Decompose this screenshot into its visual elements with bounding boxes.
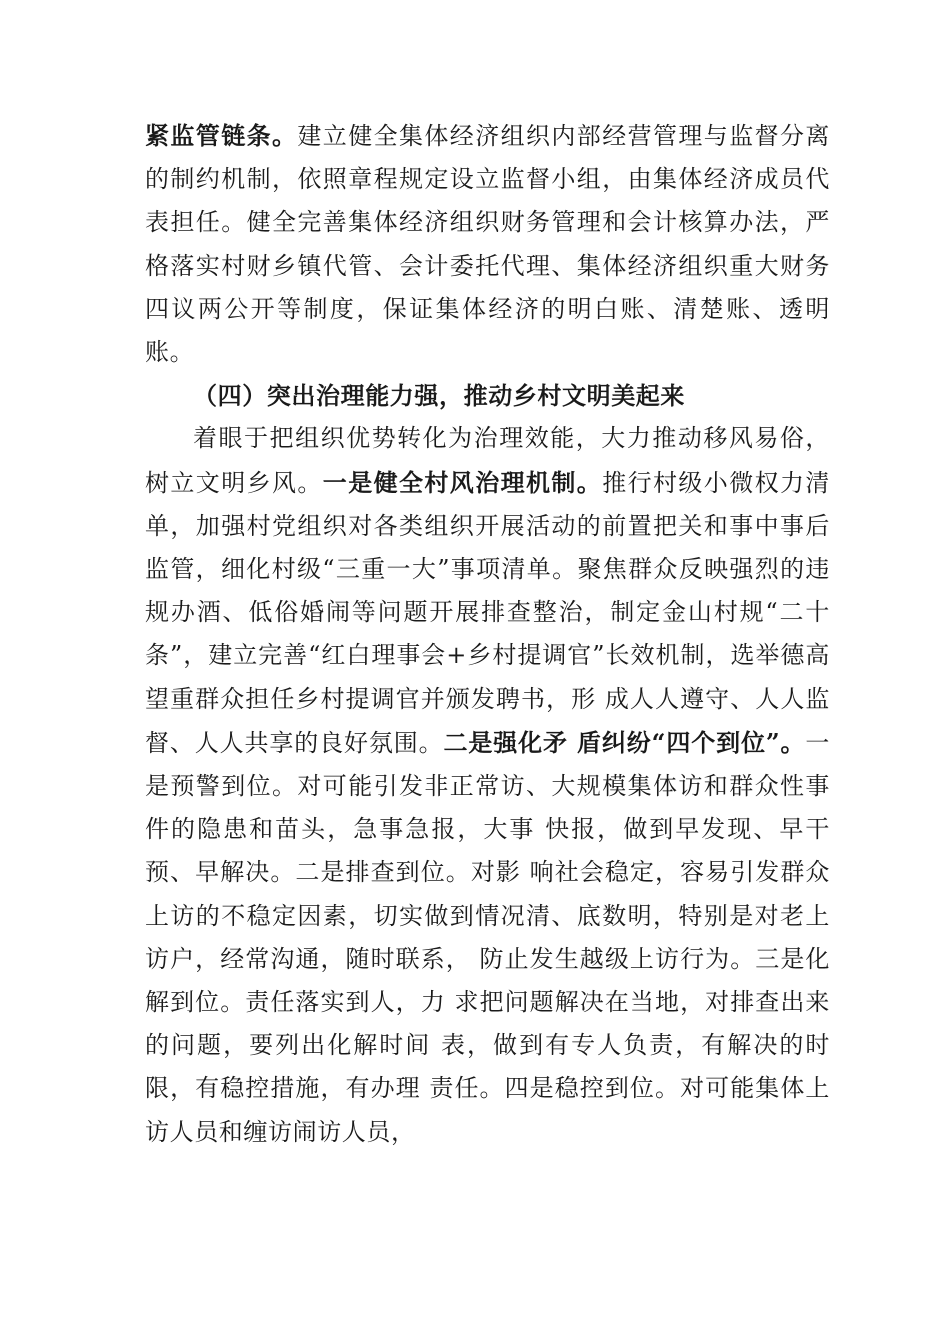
paragraph-bold-point-1: 一是健全村风治理机制。 — [322, 467, 603, 497]
paragraph-bold-point-2: 二是强化矛 盾纠纷“四个到位”。 — [443, 727, 806, 757]
document-body — [145, 114, 830, 1154]
paragraph-text-2: 一是预警到位。对可能引发非正常访、大规模集体访和群众性事件的隐患和苗头，急事急报，大事 快报，做到早发现、早干预、早解决。二是排查到位。对影 响社会稳定，容易引发群众上访的不稳定因素，切实做到情况清、底数明，特别是对老上访户，经常沟通，随时联系， 防止发生越级上访行为。三是化解到位。责任落实到人，力 求把问题解决在当地，对排查出来的问题，要列出化解时间 表，做到有专人负责，有解决的时限，有稳控措施，有办理 责任。四是稳控到位。对可能集体上访人员和缠访闹访人员， — [145, 728, 830, 1146]
paragraph-lead-bold: 紧监管链条。 — [145, 121, 298, 150]
paragraph-text: 建立健全集体经济组织内部经营管理与监督分离的制约机制，依照章程规定设立监督小组，由集体经济成员代表担任。健全完善集体经济组织财务管理和会计核算办法，严格落实村财乡镇代管、会计委托代理、集体经济组织重大财务四议两公开等制度，保证集体经济的明白账、清楚账、透明账。 — [145, 122, 830, 367]
paragraph-intro: 着眼于把组织优势转化为治理效能，大力推动移风易俗，树立文明乡风。 — [145, 424, 830, 497]
paragraph-supervision — [145, 114, 830, 374]
paragraph-text-1: 推行村级小微权力清单，加强村党组织对各类组织开展活动的前置把关和事中事后监管，细化村级“三重一大”事项清单。聚焦群众反映强烈的违规办酒、低俗婚闹等问题开展排查整治，制定金山村规“二十条”，建立完善“红白理事会+乡村提调官”长效机制，选举德高望重群众担任乡村提调官并颁发聘书，形 成人人遵守、人人监督、人人共享的良好氛围。 — [145, 468, 830, 757]
section-heading: （四）突出治理能力强，推动乡村文明美起来 — [193, 381, 685, 411]
paragraph-governance — [145, 417, 830, 1153]
